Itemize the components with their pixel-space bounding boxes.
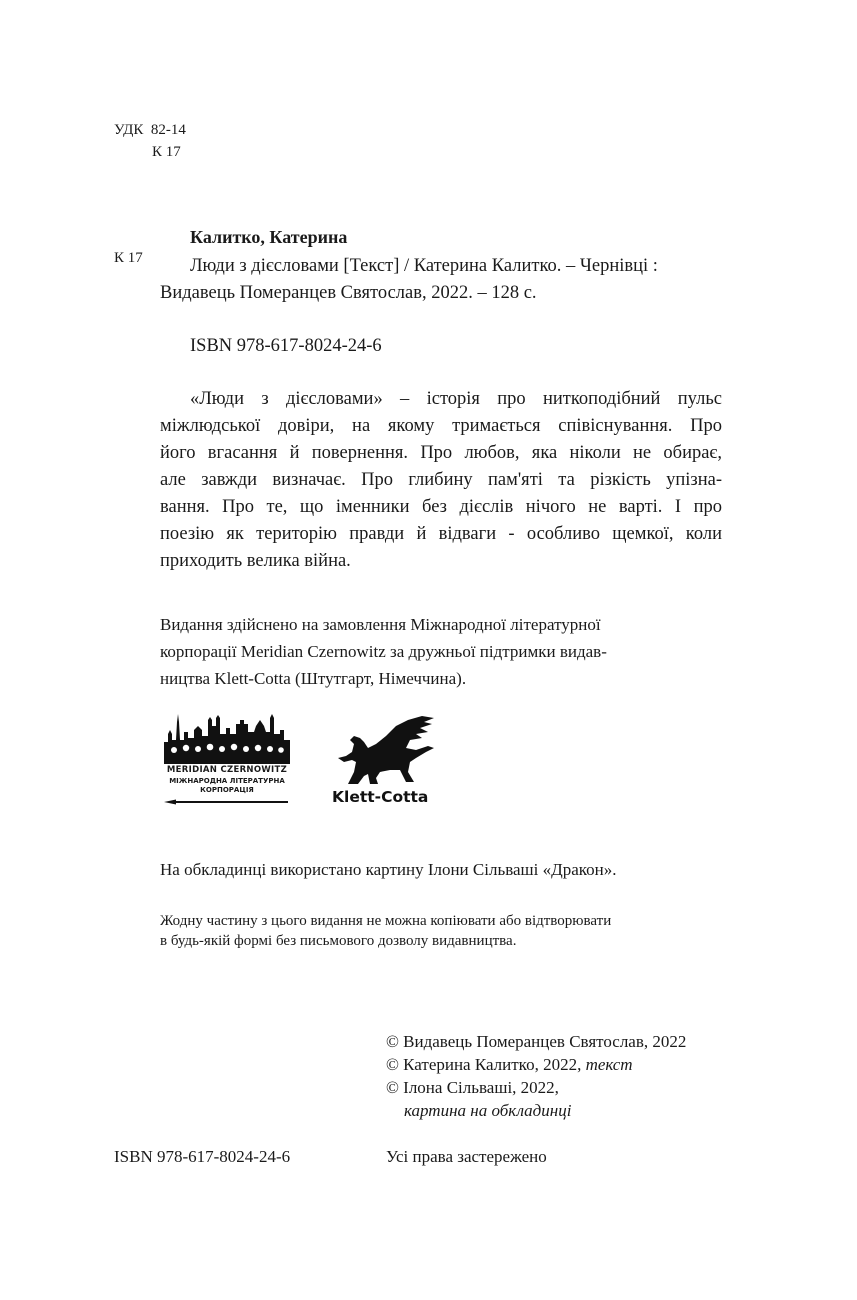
catalog-isbn: ISBN 978-617-8024-24-6	[190, 336, 382, 356]
udk-block	[114, 119, 186, 163]
rights-note	[160, 911, 611, 951]
meridian-sub1: МІЖНАРОДНА ЛІТЕРАТУРНА	[169, 777, 285, 785]
rights-line-1: Жодну частину з цього видання не можна копіювати або відтворювати	[160, 913, 612, 929]
copyright-author	[386, 1053, 686, 1076]
annotation	[160, 386, 722, 575]
rights-line-2: в будь-якій формі без письмового дозволу видавництва.	[160, 933, 517, 949]
udk-author-mark: К 17	[152, 144, 181, 160]
support-line: Видання здійснено на замовлення Міжнародної літературної	[160, 615, 601, 634]
support-line: корпорації Meridian Czernowitz за дружньої підтримки видав-	[160, 642, 607, 661]
annotation-line: міжлюдської довіри, на якому тримається співіснування. Про	[160, 416, 722, 436]
catalog-author: Калитко, Катерина	[190, 227, 348, 247]
catalog-line-1: Люди з дієсловами [Текст] / Катерина Калитко. – Чернівці :	[190, 256, 658, 276]
meridian-name: MERIDIAN CZERNOWITZ	[166, 765, 288, 775]
annotation-line: «Люди з дієсловами» – історія про ниткоподібний пульс	[190, 389, 722, 409]
copyright-block	[386, 1030, 686, 1122]
annotation-line: але завжди визначає. Про глибину пам'яті та різкість упізна-	[160, 470, 722, 490]
catalog-entry	[160, 253, 722, 307]
footer-isbn: ISBN 978-617-8024-24-6	[114, 1147, 291, 1166]
copyright-artist-role: картина на обкладинці	[404, 1101, 572, 1120]
klett-cotta-logo	[332, 712, 442, 812]
klett-cotta-name: Klett-Cotta	[332, 788, 429, 806]
annotation-line: його вгасання й повернення. Про любов, яка ніколи не обирає,	[160, 443, 722, 463]
udk-label: УДК	[114, 122, 144, 138]
cover-note: На обкладинці використано картину Ілони Сільваші «Дракон».	[160, 860, 617, 879]
meridian-sub2: КОРПОРАЦІЯ	[200, 786, 254, 794]
meridian-skyline-icon	[164, 712, 290, 764]
annotation-line: приходить велика війна.	[160, 551, 351, 571]
support-line: ництва Klett-Cotta (Штутгарт, Німеччина).	[160, 669, 467, 688]
footer-rights: Усі права застережено	[386, 1147, 547, 1166]
annotation-line: вання. Про те, що іменники без дієслів нічого не варті. І про	[160, 497, 722, 517]
copyright-artist-main: © Ілона Сільваші, 2022,	[386, 1078, 559, 1097]
catalog-line-2: Видавець Померанцев Святослав, 2022. – 128 с.	[160, 283, 537, 303]
pen-nib-icon	[162, 798, 292, 806]
griffin-icon	[334, 714, 438, 786]
udk-code: 82-14	[150, 122, 186, 138]
annotation-line: поезію як територію правди й відваги - особливо щемкої, коли	[160, 524, 722, 544]
copyright-publisher: © Видавець Померанцев Святослав, 2022	[386, 1032, 687, 1051]
support-note	[160, 611, 690, 692]
catalog-side-mark: К 17	[114, 250, 143, 266]
meridian-logo	[162, 712, 292, 812]
copyright-author-role: текст	[585, 1055, 633, 1074]
copyright-author-main: © Катерина Калитко, 2022,	[386, 1055, 582, 1074]
